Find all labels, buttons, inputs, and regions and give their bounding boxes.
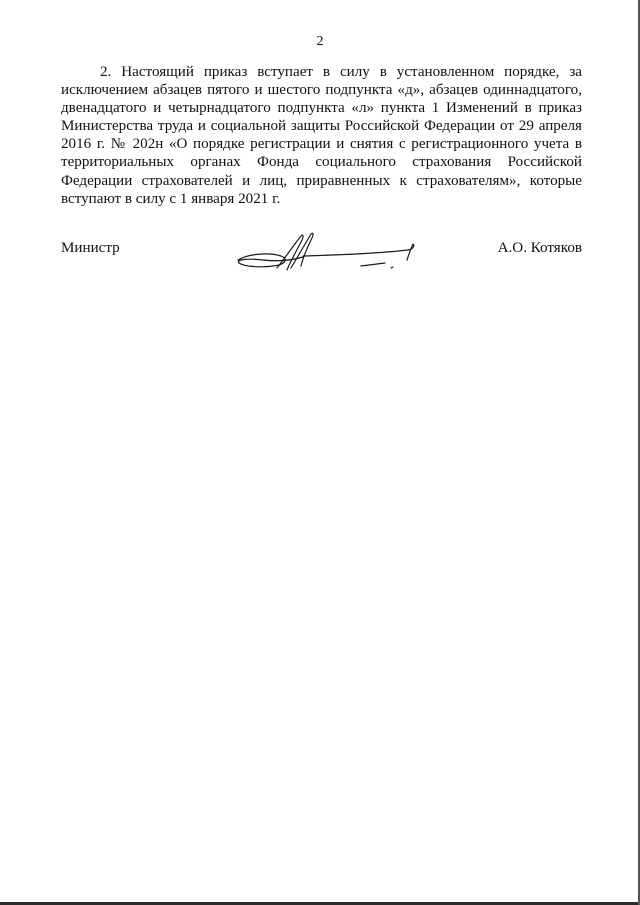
document-body (61, 63, 582, 208)
signature-block (61, 230, 582, 280)
paragraph-effective-date: 2. Настоящий приказ вступает в силу в установленном порядке, за исключением абзацев пятого и шестого подпункта «д», абзацев одиннадцатого, двенадцатого и четырнадцатого подпункта «л» пункта 1 Изменений в приказ Министерства труда и социальной защиты Российской Федерации от 29 апреля 2016 г. № 202н «О порядке регистрации и снятия с регистрационного учета в территориальных органах Фонда социального страхования Российской Федерации страхователей и лиц, приравненных к страхователям», которые вступают в силу с 1 января 2021 г. (61, 64, 582, 207)
handwritten-signature (233, 230, 423, 278)
signatory-title: Министр (61, 240, 120, 256)
page-number: 2 (316, 34, 324, 49)
signatory-name: А.О. Котяков (497, 240, 582, 256)
